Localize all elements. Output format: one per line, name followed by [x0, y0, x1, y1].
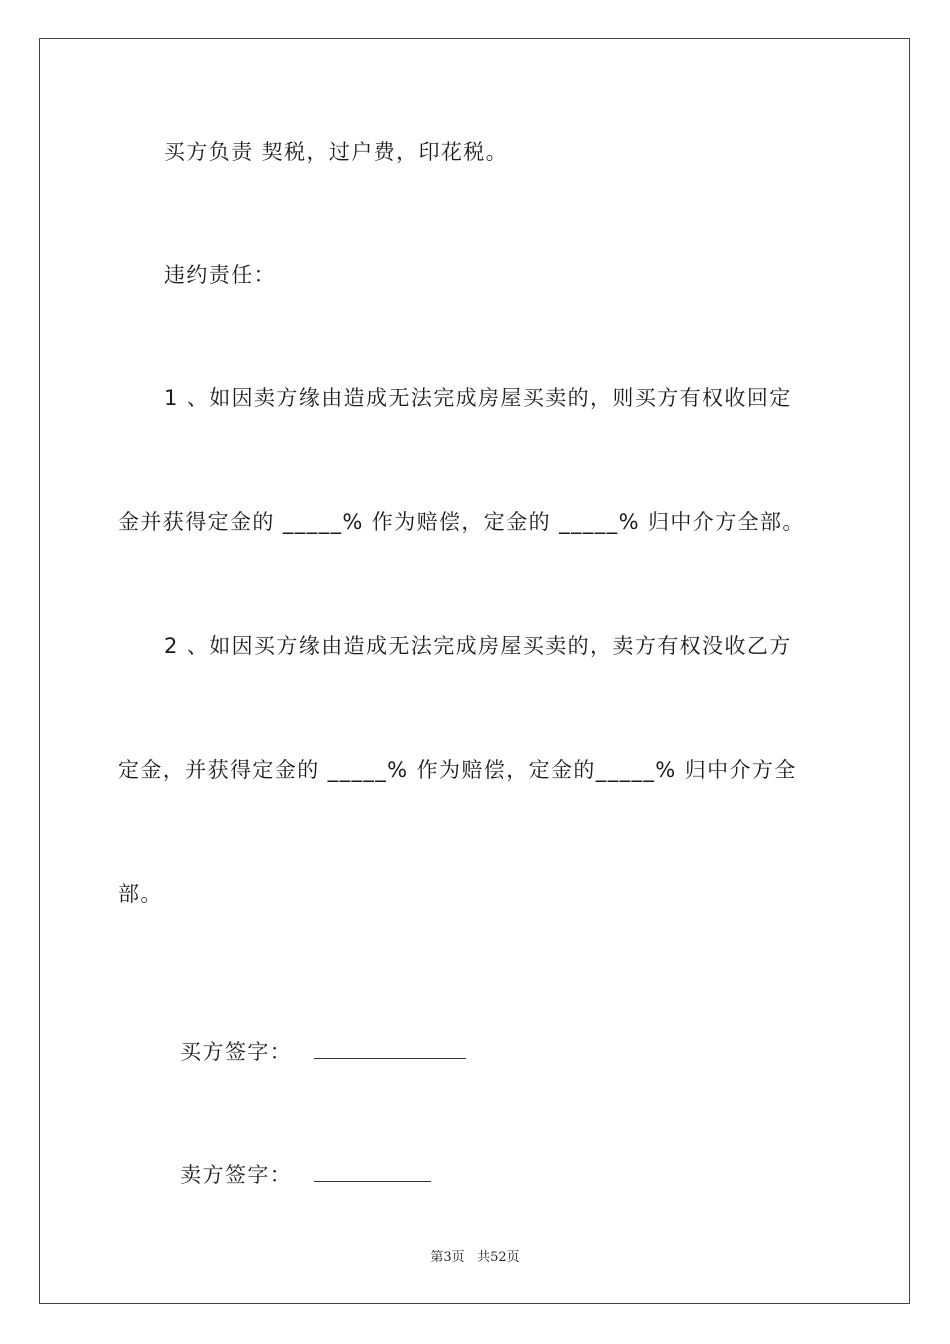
page-current: 第3页	[430, 1250, 465, 1265]
buyer-signature-blank	[314, 1040, 466, 1059]
page-total: 共52页	[477, 1250, 520, 1265]
seller-signature	[164, 1133, 431, 1189]
page-footer	[0, 1246, 950, 1265]
tax-responsibility-line: 买方负责 契税，过户费，印花税。	[164, 140, 509, 164]
buyer-signature-label: 买方签字：	[180, 1040, 293, 1064]
seller-signature-blank	[314, 1163, 431, 1182]
breach-heading: 违约责任：	[164, 263, 276, 287]
seller-signature-label: 卖方签字：	[180, 1163, 293, 1187]
clause-1-line-2: 金并获得定金的 _____% 作为赔偿，定金的 _____% 归中介方全部。	[118, 510, 805, 534]
buyer-signature	[164, 1010, 466, 1066]
clause-2-line-2: 定金，并获得定金的 _____% 作为赔偿，定金的_____% 归中介方全	[118, 758, 797, 782]
clause-2-line-1: 2 、如因买方缘由造成无法完成房屋买卖的，卖方有权没收乙方	[164, 634, 792, 658]
clause-2-line-3: 部。	[118, 882, 163, 906]
clause-1-line-1: 1 、如因卖方缘由造成无法完成房屋买卖的，则买方有权收回定	[164, 386, 792, 410]
page-border	[39, 38, 910, 1304]
